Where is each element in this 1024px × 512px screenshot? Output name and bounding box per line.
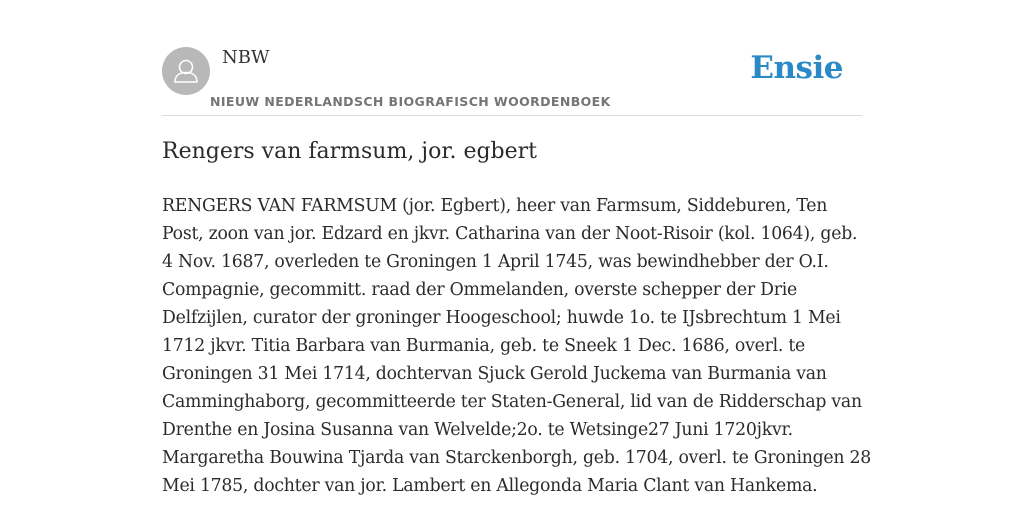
source-subtitle: NIEUW NEDERLANDSCH BIOGRAFISCH WOORDENBOEK — [210, 94, 611, 109]
article-body: RENGERS VAN FARMSUM (jor. Egbert), heer van Farmsum, Siddeburen, Ten Post, zoon van jor. Edzard en jkvr. Catharina van der Noot-Risoir (kol. 1064), geb. 4 Nov. 1687, overleden te Groningen 1 April 1745, was bewindhebber der O.I. Compagnie, gecommitt. raad der Ommelanden, overste schepper der Drie Delfzijlen, curator der groninger Hoogeschool; huwde 1o. te IJsbrechtum 1 Mei 1712 jkvr. Titia Barbara van Burmania, geb. te Sneek 1 Dec. 1686, overl. te Groningen 31 Mei 1714, dochtervan Sjuck Gerold Juckema van Burmania van Camminghaborg, gecommitteerde ter Staten-General, lid van de Ridderschap van Drenthe en Josina Susanna van Welvelde;2o. te Wetsinge27 Juni 1720jkvr. Margaretha Bouwina Tjarda van Starckenborgh, geb. 1704, overl. te Groningen 28 Mei 1785, dochter van jor. Lambert en Allegonda Maria Clant van Hankema. — [162, 196, 872, 496]
source-name[interactable]: NBW — [222, 47, 270, 68]
source-avatar[interactable] — [162, 47, 210, 95]
user-silhouette-icon — [162, 47, 210, 95]
article-title: Rengers van farmsum, jor. egbert — [162, 139, 538, 164]
source-header — [162, 44, 862, 116]
ensie-logo[interactable]: Ensie — [750, 50, 843, 86]
